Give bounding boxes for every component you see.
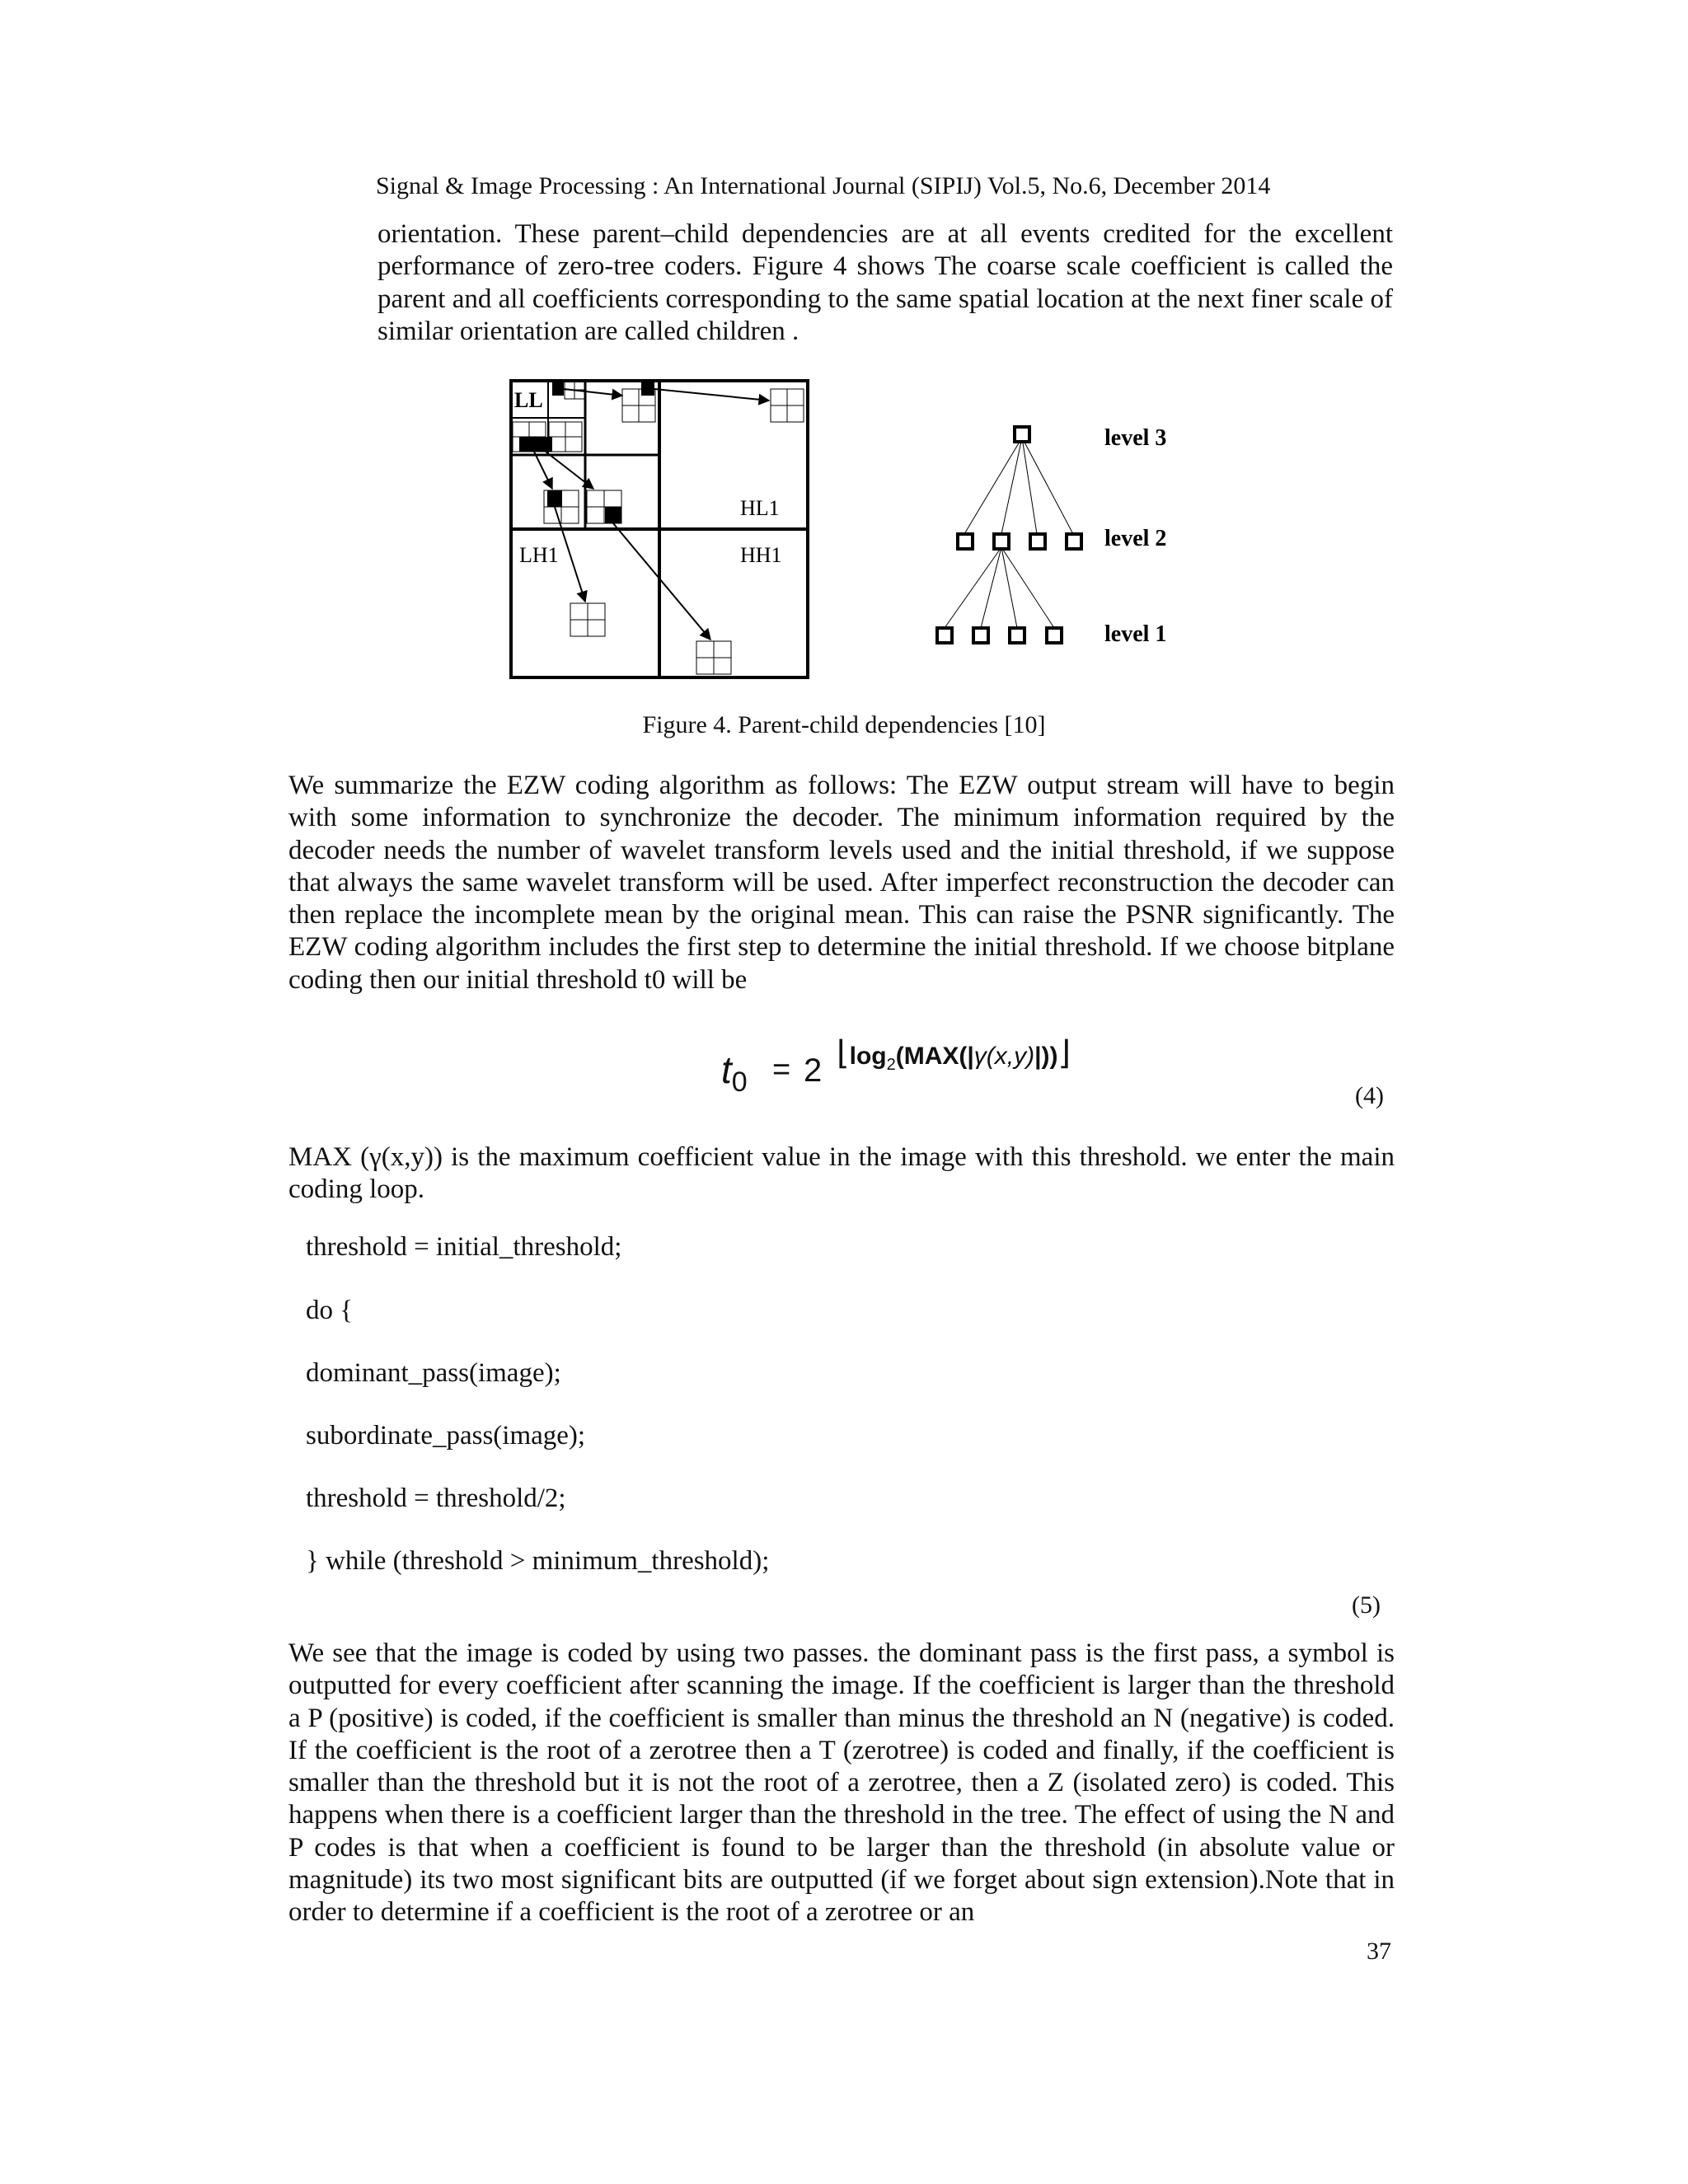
- code-line-1: threshold = initial_threshold;: [306, 1232, 622, 1262]
- paragraph-ezw-summary: We summarize the EZW coding algorithm as follows: The EZW output stream will have to begin with some information to synchronize the decoder. The minimum information required by the decoder needs the number of wavelet transform levels used and the initial threshold, if we suppose that always the same wavelet transform will be used. After imperfect reconstruction the decoder can then replace the incomplete mean by the original mean. This can raise the PSNR significantly. The EZW coding algorithm includes the first step to determine the initial threshold. If we choose bitplane coding then our initial threshold t0 will be: [288, 771, 1395, 995]
- page-number: 37: [1367, 1938, 1391, 1965]
- code-line-6: } while (threshold > minimum_threshold);: [306, 1546, 770, 1576]
- parent-coefficient-marker: [552, 382, 564, 396]
- subband-grid: [511, 381, 808, 677]
- label-hl1: HL1: [740, 496, 780, 520]
- label-level-1: level 1: [1104, 621, 1167, 647]
- paragraph-max-definition: MAX (γ(x,y)) is the maximum coefficient value in the image with this threshold. we enter the main coding loop.: [288, 1142, 1395, 1205]
- eq-lhs: $t_0$: [721, 1048, 748, 1098]
- eq-base: 2: [804, 1052, 823, 1089]
- label-level-3: level 3: [1104, 425, 1167, 451]
- paragraph-passes: We see that the image is coded by using two passes. the dominant pass is the first pass, a symbol is outputted for every coefficient after scanning the image. If the coefficient is larger than the threshold a P (positive) is coded, if the coefficient is smaller than minus the threshold an N (negative) is coded. If the coefficient is the root of a zerotree then a T (zerotree) is coded and finally, if the coefficient is smaller than the threshold but it is not the root of a zerotree, then a Z (isolated zero) is coded. This happens when there is a coefficient larger than the threshold in the tree. The effect of using the N and P codes is that when a coefficient is found to be larger than the threshold (in absolute value or magnitude) its two most significant bits are outputted (if we forget about sign extension).Note that in order to determine if a coefficient is the root of a zerotree or an: [288, 1638, 1395, 1928]
- figure-4: [495, 371, 1236, 696]
- label-lh1: LH1: [519, 543, 559, 567]
- equation-initial-threshold: [721, 1034, 1150, 1100]
- tree-node-level3: [1015, 427, 1029, 442]
- code-line-2: do {: [306, 1296, 354, 1325]
- parent-child-diagram: [495, 371, 1236, 696]
- eq-exponent: $⌊\log_2(MAX(|\gamma(x,y)|))⌋$: [837, 1035, 1071, 1074]
- label-level-2: level 2: [1104, 526, 1167, 551]
- equation-number-4: (4): [1355, 1082, 1384, 1109]
- paragraph-intro: orientation. These parent–child dependencies are at all events credited for the excellent performance of zero-tree coders. Figure 4 shows The coarse scale coefficient is called the parent and all coefficients corresponding to the same spatial location at the next finer scale of similar orientation are called children .: [377, 219, 1393, 346]
- label-hh1: HH1: [740, 543, 782, 567]
- figure-caption: Figure 4. Parent-child dependencies [10]: [642, 711, 1046, 738]
- code-line-3: dominant_pass(image);: [306, 1358, 561, 1388]
- code-line-4: subordinate_pass(image);: [306, 1421, 586, 1451]
- code-line-5: threshold = threshold/2;: [306, 1483, 566, 1513]
- quadtree-diagram: [937, 425, 1166, 647]
- label-ll: LL: [514, 388, 543, 412]
- eq-equals: =: [772, 1052, 791, 1087]
- running-header: Signal & Image Processing : An International Journal (SIPIJ) Vol.5, No.6, December 2014: [376, 172, 1271, 199]
- equation-number-5: (5): [1352, 1591, 1381, 1619]
